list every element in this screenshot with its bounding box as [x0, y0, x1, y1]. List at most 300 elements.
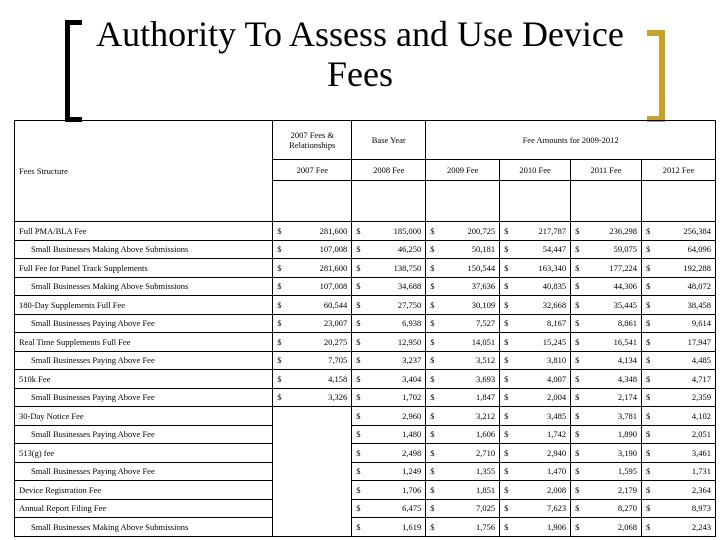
fee-value [641, 370, 715, 389]
currency-symbol: $ [575, 521, 580, 532]
amount: 7,705 [328, 355, 348, 366]
amount: 2,068 [617, 521, 637, 532]
currency-symbol: $ [645, 262, 651, 273]
amount: 3,326 [328, 392, 348, 403]
amount: 7,025 [476, 503, 496, 514]
fee-label: Device Registration Fee [15, 481, 273, 500]
fee-value [500, 370, 571, 389]
amount: 1,706 [402, 484, 422, 495]
fee-value [426, 499, 500, 518]
currency-symbol: $ [645, 225, 651, 236]
amount: 7,527 [476, 318, 496, 329]
fee-value [352, 370, 426, 389]
header-spacer [273, 181, 352, 222]
amount: 44,306 [613, 281, 637, 292]
currency-symbol: $ [430, 225, 435, 236]
amount: 8,270 [617, 503, 637, 514]
currency-symbol: $ [430, 318, 435, 329]
amount: 1,756 [476, 521, 496, 532]
fee-label: Small Businesses Making Above Submissions [15, 277, 273, 296]
amount: 2,243 [691, 521, 711, 532]
currency-symbol: $ [430, 429, 435, 440]
table-row [15, 499, 716, 518]
currency-symbol: $ [356, 244, 361, 255]
amount: 3,190 [617, 447, 637, 458]
amount: 1,890 [617, 429, 637, 440]
amount: 48,072 [687, 281, 711, 292]
amount: 35,445 [613, 299, 637, 310]
amount: 38,458 [687, 299, 711, 310]
amount: 7,623 [546, 503, 567, 514]
amount: 2,710 [476, 447, 496, 458]
fee-value [641, 222, 715, 241]
currency-symbol: $ [575, 373, 580, 384]
header-spacer [426, 181, 500, 222]
fee-value [426, 388, 500, 407]
fee-value [352, 425, 426, 444]
amount: 1,595 [617, 466, 637, 477]
fees-structure-header: Fees Structure [15, 121, 273, 222]
currency-symbol: $ [504, 373, 509, 384]
fee-value [352, 518, 426, 537]
currency-symbol: $ [356, 429, 361, 440]
fee-value [500, 240, 571, 259]
currency-symbol: $ [645, 503, 651, 514]
amount: 6,475 [402, 503, 422, 514]
fee-value [273, 314, 352, 333]
fee-value [641, 462, 715, 481]
currency-symbol: $ [430, 447, 435, 458]
fee-value [352, 388, 426, 407]
amount: 236,298 [609, 225, 637, 236]
header-spacer [500, 181, 571, 222]
fee-value [571, 499, 642, 518]
currency-symbol: $ [575, 392, 580, 403]
fee-value [500, 444, 571, 463]
fee-value [571, 222, 642, 241]
group-amounts-header: Fee Amounts for 2009-2012 [426, 121, 716, 160]
table-row [15, 388, 716, 407]
fee-label: Real Time Supplements Full Fee [15, 333, 273, 352]
table-row [15, 518, 716, 537]
amount: 2,004 [546, 392, 567, 403]
amount: 2,174 [617, 392, 637, 403]
col-header: 2007 Fee [273, 160, 352, 181]
fee-value [641, 277, 715, 296]
right-bracket-decoration [647, 30, 665, 122]
fee-value [500, 388, 571, 407]
amount: 46,250 [397, 244, 422, 255]
fee-value [273, 259, 352, 278]
fee-value [426, 333, 500, 352]
currency-symbol: $ [430, 466, 435, 477]
amount: 3,810 [546, 355, 567, 366]
currency-symbol: $ [575, 466, 580, 477]
currency-symbol: $ [645, 392, 651, 403]
currency-symbol: $ [575, 244, 580, 255]
fee-value [426, 481, 500, 500]
fee-value [352, 240, 426, 259]
currency-symbol: $ [430, 484, 435, 495]
amount: 192,288 [683, 262, 711, 273]
fee-value [500, 462, 571, 481]
fee-value [500, 351, 571, 370]
fee-value [500, 333, 571, 352]
fee-value [571, 370, 642, 389]
slide-title: Authority To Assess and Use Device Fees [96, 14, 624, 94]
amount: 2,008 [546, 484, 567, 495]
fee-label: 180-Day Supplements Full Fee [15, 296, 273, 315]
currency-symbol: $ [356, 262, 361, 273]
currency-symbol: $ [504, 336, 509, 347]
amount: 107,008 [319, 281, 348, 292]
fee-value [641, 444, 715, 463]
amount: 217,787 [538, 225, 567, 236]
amount: 40,835 [542, 281, 567, 292]
fee-value [352, 462, 426, 481]
fee-value [641, 296, 715, 315]
amount: 138,750 [393, 262, 422, 273]
empty-2007-cell [273, 407, 352, 537]
currency-symbol: $ [356, 281, 361, 292]
currency-symbol: $ [277, 392, 282, 403]
fee-label: Small Businesses Paying Above Fee [15, 462, 273, 481]
fee-value [500, 259, 571, 278]
amount: 1,470 [546, 466, 567, 477]
currency-symbol: $ [356, 225, 361, 236]
fee-value [352, 407, 426, 426]
amount: 30,109 [471, 299, 496, 310]
amount: 1,742 [546, 429, 567, 440]
fee-value [641, 314, 715, 333]
currency-symbol: $ [356, 392, 361, 403]
amount: 54,447 [542, 244, 567, 255]
fee-value [641, 407, 715, 426]
fee-value [426, 240, 500, 259]
currency-symbol: $ [356, 410, 361, 421]
table-row [15, 370, 716, 389]
fee-label: Full PMA/BLA Fee [15, 222, 273, 241]
fee-value [571, 259, 642, 278]
header-spacer [571, 181, 642, 222]
fee-label: Small Businesses Paying Above Fee [15, 388, 273, 407]
currency-symbol: $ [504, 244, 509, 255]
fee-value [352, 277, 426, 296]
fee-value [500, 407, 571, 426]
amount: 281,600 [319, 262, 348, 273]
currency-symbol: $ [356, 521, 361, 532]
table-row [15, 314, 716, 333]
fee-value [500, 518, 571, 537]
fee-value [426, 518, 500, 537]
amount: 2,359 [691, 392, 711, 403]
amount: 1,906 [546, 521, 567, 532]
fee-value [426, 296, 500, 315]
fee-value [352, 222, 426, 241]
amount: 4,158 [328, 373, 348, 384]
amount: 1,606 [476, 429, 496, 440]
amount: 16,541 [613, 336, 637, 347]
fee-label: 30-Day Notice Fee [15, 407, 273, 426]
fee-value [273, 222, 352, 241]
col-header: 2008 Fee [352, 160, 426, 181]
currency-symbol: $ [504, 225, 509, 236]
amount: 9,614 [691, 318, 711, 329]
amount: 2,364 [691, 484, 711, 495]
col-header: 2010 Fee [500, 160, 571, 181]
fee-value [571, 277, 642, 296]
table-row [15, 462, 716, 481]
currency-symbol: $ [430, 262, 435, 273]
fee-value [352, 314, 426, 333]
currency-symbol: $ [504, 299, 509, 310]
fee-label: 510k Fee [15, 370, 273, 389]
amount: 37,636 [471, 281, 496, 292]
fee-value [641, 388, 715, 407]
amount: 256,384 [683, 225, 711, 236]
amount: 3,404 [402, 373, 422, 384]
fee-value [352, 259, 426, 278]
fee-value [571, 407, 642, 426]
amount: 200,725 [467, 225, 496, 236]
amount: 1,847 [476, 392, 496, 403]
amount: 1,249 [402, 466, 422, 477]
currency-symbol: $ [277, 262, 282, 273]
currency-symbol: $ [645, 299, 651, 310]
fee-value [426, 444, 500, 463]
fee-value [500, 499, 571, 518]
currency-symbol: $ [645, 521, 651, 532]
amount: 4,717 [691, 373, 711, 384]
currency-symbol: $ [645, 355, 651, 366]
table-row [15, 240, 716, 259]
currency-symbol: $ [277, 299, 282, 310]
fee-value [571, 296, 642, 315]
fee-label: Full Fee for Panel Track Supplements [15, 259, 273, 278]
currency-symbol: $ [645, 466, 651, 477]
amount: 27,750 [397, 299, 422, 310]
fee-label: Small Businesses Making Above Submissions [15, 518, 273, 537]
amount: 2,960 [402, 410, 422, 421]
fee-value [273, 296, 352, 315]
fee-value [426, 259, 500, 278]
currency-symbol: $ [645, 429, 651, 440]
currency-symbol: $ [277, 373, 282, 384]
amount: 12,950 [397, 336, 422, 347]
fee-value [571, 240, 642, 259]
fee-value [500, 296, 571, 315]
fee-value [500, 425, 571, 444]
currency-symbol: $ [645, 281, 651, 292]
table-row [15, 277, 716, 296]
fee-value [571, 444, 642, 463]
currency-symbol: $ [645, 244, 651, 255]
amount: 4,348 [617, 373, 637, 384]
amount: 4,007 [546, 373, 567, 384]
amount: 1,480 [402, 429, 422, 440]
amount: 3,237 [402, 355, 422, 366]
col-header: 2009 Fee [426, 160, 500, 181]
fee-value [426, 407, 500, 426]
fee-label: Small Businesses Paying Above Fee [15, 351, 273, 370]
amount: 2,179 [617, 484, 637, 495]
fee-value [352, 444, 426, 463]
currency-symbol: $ [575, 281, 580, 292]
fee-value [426, 314, 500, 333]
fee-value [352, 499, 426, 518]
currency-symbol: $ [504, 521, 509, 532]
fee-value [352, 481, 426, 500]
amount: 50,181 [471, 244, 496, 255]
fee-value [571, 314, 642, 333]
amount: 3,212 [476, 410, 496, 421]
currency-symbol: $ [575, 484, 580, 495]
fee-value [352, 296, 426, 315]
currency-symbol: $ [575, 336, 580, 347]
table-row [15, 222, 716, 241]
currency-symbol: $ [430, 373, 435, 384]
header-spacer [352, 181, 426, 222]
fee-value [571, 425, 642, 444]
currency-symbol: $ [356, 355, 361, 366]
amount: 150,544 [467, 262, 496, 273]
col-header: 2011 Fee [571, 160, 642, 181]
amount: 4,134 [617, 355, 637, 366]
table-row [15, 259, 716, 278]
currency-symbol: $ [645, 373, 651, 384]
table-row [15, 296, 716, 315]
currency-symbol: $ [277, 355, 282, 366]
fees-table [14, 120, 716, 537]
fee-value [426, 351, 500, 370]
currency-symbol: $ [430, 336, 435, 347]
left-bracket-decoration [65, 20, 82, 122]
currency-symbol: $ [356, 484, 361, 495]
currency-symbol: $ [356, 503, 361, 514]
amount: 107,008 [319, 244, 348, 255]
amount: 1,851 [476, 484, 496, 495]
fee-value [571, 518, 642, 537]
currency-symbol: $ [430, 244, 435, 255]
amount: 2,498 [402, 447, 422, 458]
currency-symbol: $ [575, 225, 580, 236]
currency-symbol: $ [575, 410, 580, 421]
currency-symbol: $ [356, 318, 361, 329]
col-header: 2012 Fee [641, 160, 715, 181]
amount: 281,600 [319, 225, 348, 236]
currency-symbol: $ [430, 503, 435, 514]
currency-symbol: $ [504, 355, 509, 366]
amount: 3,461 [691, 447, 711, 458]
fee-value [426, 370, 500, 389]
currency-symbol: $ [430, 392, 435, 403]
fee-value [500, 222, 571, 241]
fee-value [500, 314, 571, 333]
fee-value [426, 222, 500, 241]
group-base-header: Base Year [352, 121, 426, 160]
currency-symbol: $ [277, 244, 282, 255]
fee-value [571, 351, 642, 370]
group-2007-header: 2007 Fees & Relationships [273, 121, 352, 160]
fee-value [352, 351, 426, 370]
fee-value [571, 481, 642, 500]
fee-value [273, 351, 352, 370]
amount: 60,544 [323, 299, 348, 310]
currency-symbol: $ [575, 262, 580, 273]
amount: 1,731 [691, 466, 711, 477]
table-row [15, 351, 716, 370]
fee-value [426, 462, 500, 481]
currency-symbol: $ [430, 299, 435, 310]
fee-label: 513(g) fee [15, 444, 273, 463]
currency-symbol: $ [645, 336, 651, 347]
fee-label: Annual Report Filing Fee [15, 499, 273, 518]
fee-value [641, 499, 715, 518]
table-row [15, 407, 716, 426]
amount: 23,007 [323, 318, 348, 329]
amount: 1,619 [402, 521, 422, 532]
currency-symbol: $ [356, 373, 361, 384]
fee-value [500, 277, 571, 296]
currency-symbol: $ [504, 503, 509, 514]
amount: 59,075 [613, 244, 637, 255]
currency-symbol: $ [504, 410, 509, 421]
amount: 3,512 [476, 355, 496, 366]
currency-symbol: $ [356, 447, 361, 458]
amount: 34,688 [397, 281, 422, 292]
fee-value [273, 240, 352, 259]
fee-label: Small Businesses Paying Above Fee [15, 314, 273, 333]
currency-symbol: $ [356, 466, 361, 477]
currency-symbol: $ [356, 299, 361, 310]
currency-symbol: $ [504, 447, 509, 458]
currency-symbol: $ [645, 484, 651, 495]
amount: 32,668 [542, 299, 567, 310]
currency-symbol: $ [504, 466, 509, 477]
currency-symbol: $ [356, 336, 361, 347]
amount: 3,781 [617, 410, 637, 421]
fee-value [571, 462, 642, 481]
fee-value [571, 388, 642, 407]
fee-value [426, 425, 500, 444]
fee-value [641, 351, 715, 370]
amount: 8,861 [617, 318, 637, 329]
fee-value [641, 259, 715, 278]
currency-symbol: $ [575, 355, 580, 366]
currency-symbol: $ [277, 225, 282, 236]
currency-symbol: $ [575, 447, 580, 458]
fee-value [641, 518, 715, 537]
fee-label: Small Businesses Making Above Submissions [15, 240, 273, 259]
table-row [15, 333, 716, 352]
amount: 20,275 [323, 336, 348, 347]
fee-value [641, 425, 715, 444]
currency-symbol: $ [504, 262, 509, 273]
amount: 1,702 [402, 392, 422, 403]
amount: 177,224 [609, 262, 637, 273]
amount: 1,355 [476, 466, 496, 477]
currency-symbol: $ [277, 281, 282, 292]
amount: 2,051 [691, 429, 711, 440]
amount: 163,340 [538, 262, 567, 273]
fee-value [641, 240, 715, 259]
header-spacer [641, 181, 715, 222]
currency-symbol: $ [430, 410, 435, 421]
amount: 185,000 [393, 225, 422, 236]
currency-symbol: $ [575, 318, 580, 329]
currency-symbol: $ [430, 355, 435, 366]
amount: 2,940 [546, 447, 567, 458]
